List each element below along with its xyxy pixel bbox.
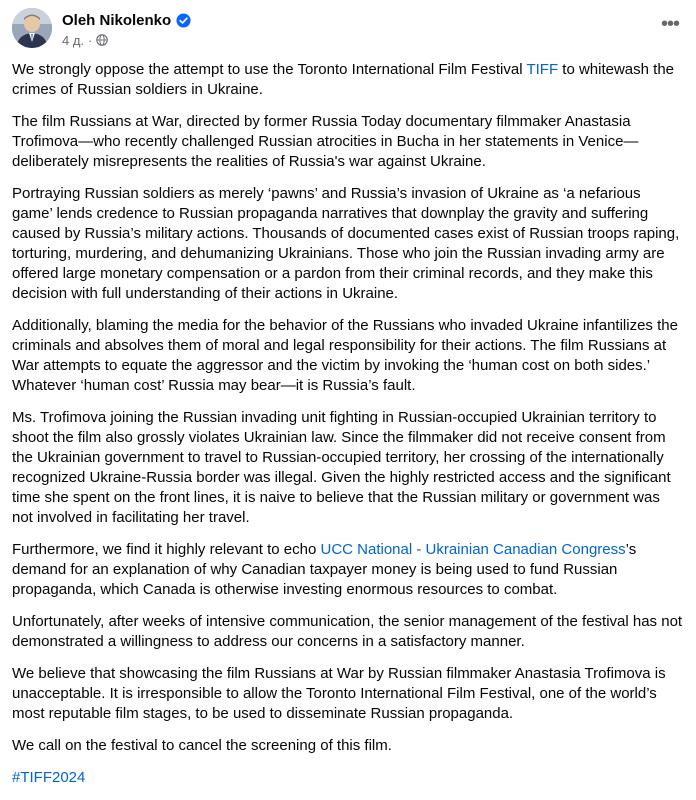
verified-badge-icon <box>176 13 191 28</box>
hashtag-line <box>12 768 684 788</box>
paragraph-5: Ms. Trofimova joining the Russian invading unit fighting in Russian-occupied Ukrainian territory to shoot the film also grossly violates Ukrainian law. Since the filmmaker did not receive consent from the Ukrainian government to travel to Russian-occupied territory, her crossing of the internationally recognized Ukraine-Russia border was illegal. Given the highly restricted access and the significant time she spent on the front lines, it is naive to believe that the Russian military or government was not involved in facilitating her travel. <box>12 409 671 526</box>
meta-separator: · <box>88 32 93 48</box>
paragraph-6-text-after: ’s demand for an explanation of why Canadian taxpayer money is being used to fund Russian propaganda, which Canada is otherwise investing enormous resources to combat. <box>12 541 637 598</box>
author-block <box>62 10 191 50</box>
paragraph-6-text-before: Furthermore, we find it highly relevant to echo <box>12 541 321 558</box>
paragraph-8: We believe that showcasing the film Russians at War by Russian filmmaker Anastasia Trofimova is unacceptable. It is irresponsible to allow the Toronto International Film Festival, one of the world’s most reputable film stages, to be used to disseminate Russian propaganda. <box>12 665 666 722</box>
paragraph-3: Portraying Russian soldiers as merely ‘pawns’ and Russia’s invasion of Ukraine as ‘a nefarious game’ lends credence to Russian propaganda narratives that downplay the gravity and suffering caused by Russia’s military actions. Thousands of documented cases exist of Russian troops raping, torturing, murdering, and dehumanizing Ukrainians. Those who join the Russian invading army are offered large monetary compensation or a pardon from their criminal records, and they make this decision with full understanding of their actions in Ukraine. <box>12 185 680 302</box>
post-body <box>12 60 684 800</box>
avatar-image <box>12 8 52 48</box>
avatar[interactable] <box>12 8 52 48</box>
paragraph-6 <box>12 540 684 600</box>
ucc-link[interactable]: UCC National - Ukrainian Canadian Congress <box>320 541 626 558</box>
paragraph-1-text-before: We strongly oppose the attempt to use the Toronto International Film Festival <box>12 61 527 78</box>
globe-icon[interactable] <box>96 34 108 46</box>
post-header <box>12 8 684 52</box>
hashtag-link[interactable]: #TIFF2024 <box>12 769 86 786</box>
more-options-button[interactable] <box>656 12 684 36</box>
paragraph-2: The film Russians at War, directed by former Russia Today documentary filmmaker Anastasia Trofimova—who recently challenged Russian atrocities in Bucha in her statements in Venice—deliberately misrepresents the realities of Russia's war against Ukraine. <box>12 113 639 170</box>
paragraph-7: Unfortunately, after weeks of intensive communication, the senior management of the festival has not demonstrated a willingness to address our concerns in a satisfactory manner. <box>12 613 683 650</box>
paragraph-9: We call on the festival to cancel the screening of this film. <box>12 737 392 754</box>
paragraph-4: Additionally, blaming the media for the behavior of the Russians who invaded Ukraine infantilizes the criminals and absolves them of moral and legal responsibility for their actions. The film Russians at War attempts to equate the aggressor and the victim by invoking the ‘human cost on both sides.’ Whatever ‘human cost’ Russia may bear—it is Russia’s fault. <box>12 317 678 394</box>
paragraph-1 <box>12 60 684 100</box>
post-meta <box>62 30 191 50</box>
more-options-icon: ••• <box>660 13 679 35</box>
post-timestamp[interactable]: 4 д. <box>62 32 85 48</box>
author-name[interactable]: Oleh Nikolenko <box>62 11 172 29</box>
author-line <box>62 10 191 30</box>
paragraph-1-text-after: to whitewash the crimes of Russian soldiers in Ukraine. <box>12 61 675 98</box>
tiff-link[interactable]: TIFF <box>526 61 559 78</box>
